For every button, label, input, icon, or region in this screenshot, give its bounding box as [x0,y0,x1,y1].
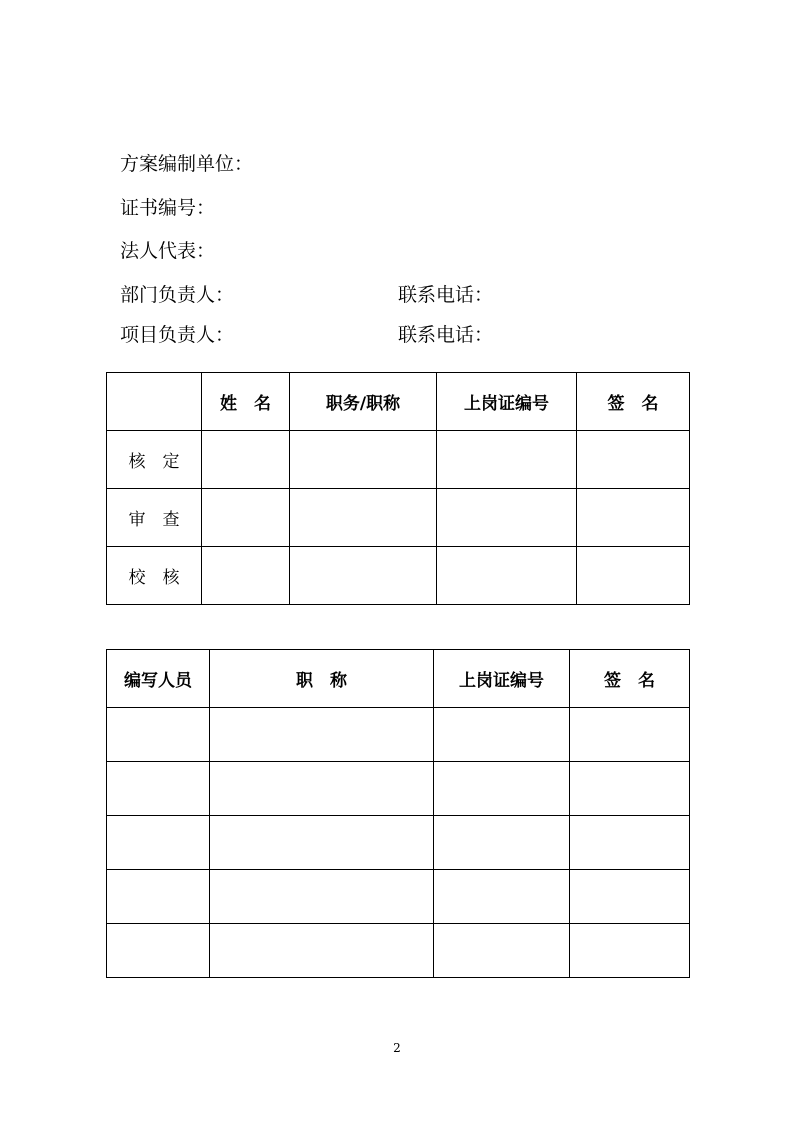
review-row-examine [107,489,690,547]
page-number: 2 [393,1041,401,1055]
staff-cell[interactable] [434,870,570,924]
staff-header-title: 职 称 [210,650,434,708]
review-cell[interactable] [290,431,437,489]
dept-head-label: 部门负责人： [120,284,235,306]
staff-cell[interactable] [570,708,690,762]
staff-cell[interactable] [107,816,210,870]
staff-row [107,816,690,870]
review-row-label: 校 核 [107,547,202,605]
project-head-label: 项目负责人： [120,324,235,346]
staff-cell[interactable] [107,762,210,816]
staff-header-writer: 编写人员 [107,650,210,708]
legal-rep-label: 法人代表： [120,240,216,262]
staff-cell[interactable] [434,816,570,870]
staff-cell[interactable] [210,708,434,762]
review-header-cert: 上岗证编号 [437,373,577,431]
project-phone-label: 联系电话： [398,324,494,346]
review-row-label: 核 定 [107,431,202,489]
staff-row [107,708,690,762]
certificate-label: 证书编号： [120,197,216,219]
staff-cell[interactable] [570,870,690,924]
review-row-check [107,547,690,605]
staff-cell[interactable] [210,870,434,924]
review-cell[interactable] [202,431,290,489]
dept-phone-label: 联系电话： [398,284,494,306]
staff-cell[interactable] [434,924,570,978]
staff-cell[interactable] [107,708,210,762]
staff-row [107,924,690,978]
review-table [106,372,690,605]
staff-cell[interactable] [570,924,690,978]
review-row-approve [107,431,690,489]
staff-cell[interactable] [107,870,210,924]
staff-cell[interactable] [570,816,690,870]
review-cell[interactable] [290,547,437,605]
review-cell[interactable] [577,431,690,489]
staff-cell[interactable] [434,762,570,816]
review-cell[interactable] [202,547,290,605]
staff-header-cert: 上岗证编号 [434,650,570,708]
review-header-blank [107,373,202,431]
staff-cell[interactable] [210,924,434,978]
review-cell[interactable] [437,489,577,547]
review-cell[interactable] [202,489,290,547]
staff-row [107,762,690,816]
staff-cell[interactable] [107,924,210,978]
staff-cell[interactable] [570,762,690,816]
staff-row [107,870,690,924]
staff-header-sign: 签 名 [570,650,690,708]
review-cell[interactable] [437,547,577,605]
review-row-label: 审 查 [107,489,202,547]
staff-cell[interactable] [434,708,570,762]
review-header-sign: 签 名 [577,373,690,431]
review-cell[interactable] [577,489,690,547]
review-cell[interactable] [437,431,577,489]
staff-cell[interactable] [210,816,434,870]
staff-table [106,649,690,978]
staff-cell[interactable] [210,762,434,816]
review-header-row [107,373,690,431]
review-header-title: 职务/职称 [290,373,437,431]
review-cell[interactable] [290,489,437,547]
review-cell[interactable] [577,547,690,605]
staff-header-row [107,650,690,708]
unit-label: 方案编制单位： [120,153,254,175]
review-header-name: 姓 名 [202,373,290,431]
